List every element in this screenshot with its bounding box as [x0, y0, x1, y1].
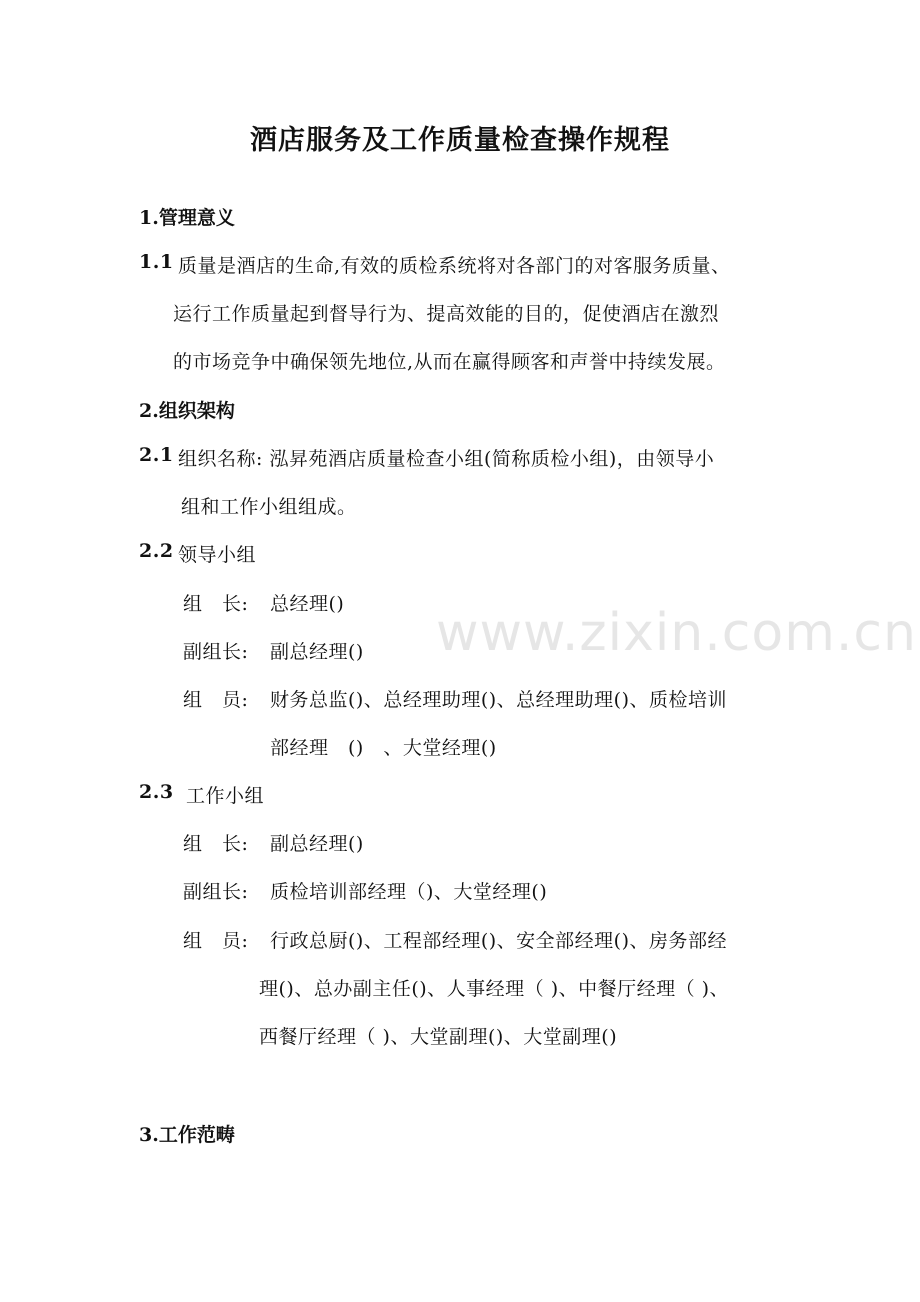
clause-1-1-line3: 的市场竞争中确保领先地位,从而在赢得顾客和声誉中持续发展。 — [173, 351, 726, 373]
section-3-heading: 3.工作范畴 — [139, 1124, 235, 1146]
work-group-member-line2: 理()、总办副主任()、人事经理（ )、中餐厅经理（ )、 — [259, 978, 730, 1000]
clause-2-3-label: 工作小组 — [186, 785, 265, 807]
clause-2-1-number: 2.1 — [139, 444, 174, 466]
clause-2-3-number: 2.3 — [139, 781, 174, 803]
leader-group-leader-label: 组 长: — [183, 593, 249, 615]
document-title: 酒店服务及工作质量检查操作规程 — [250, 125, 670, 156]
leader-group-member-label: 组 员: — [183, 689, 249, 711]
clause-1-1-line1: 质量是酒店的生命,有效的质检系统将对各部门的对客服务质量、 — [178, 255, 731, 277]
section-2-heading: 2.组织架构 — [139, 400, 235, 422]
clause-2-2-label: 领导小组 — [178, 544, 257, 566]
leader-group-leader-value: 总经理() — [270, 593, 345, 615]
work-group-leader-label: 组 长: — [183, 833, 249, 855]
work-group-member-label: 组 员: — [183, 930, 249, 952]
section-1-heading: 1.管理意义 — [139, 207, 235, 229]
work-group-leader-value: 副总经理() — [270, 833, 364, 855]
leader-group-deputy-label: 副组长: — [183, 641, 249, 663]
work-group-member-line1: 行政总厨()、工程部经理()、安全部经理()、房务部经 — [270, 930, 727, 952]
clause-1-1-number: 1.1 — [139, 251, 174, 273]
leader-group-member-line2: 部经理 () 、大堂经理() — [270, 737, 497, 759]
leader-group-member-line1: 财务总监()、总经理助理()、总经理助理()、质检培训 — [270, 689, 727, 711]
work-group-deputy-label: 副组长: — [183, 881, 249, 903]
clause-2-2-number: 2.2 — [139, 540, 174, 562]
clause-2-1-line1: 组织名称: 泓昇苑酒店质量检查小组(简称质检小组)，由领导小 — [178, 448, 715, 470]
leader-group-deputy-value: 副总经理() — [270, 641, 364, 663]
clause-2-1-line2: 组和工作小组组成。 — [181, 496, 357, 518]
clause-1-1-line2: 运行工作质量起到督导行为、提高效能的目的，促使酒店在激烈 — [173, 303, 720, 325]
work-group-deputy-value: 质检培训部经理（)、大堂经理() — [270, 881, 548, 903]
work-group-member-line3: 西餐厅经理（ )、大堂副理()、大堂副理() — [259, 1026, 618, 1048]
watermark: www.zixin.com.cn — [436, 603, 917, 663]
